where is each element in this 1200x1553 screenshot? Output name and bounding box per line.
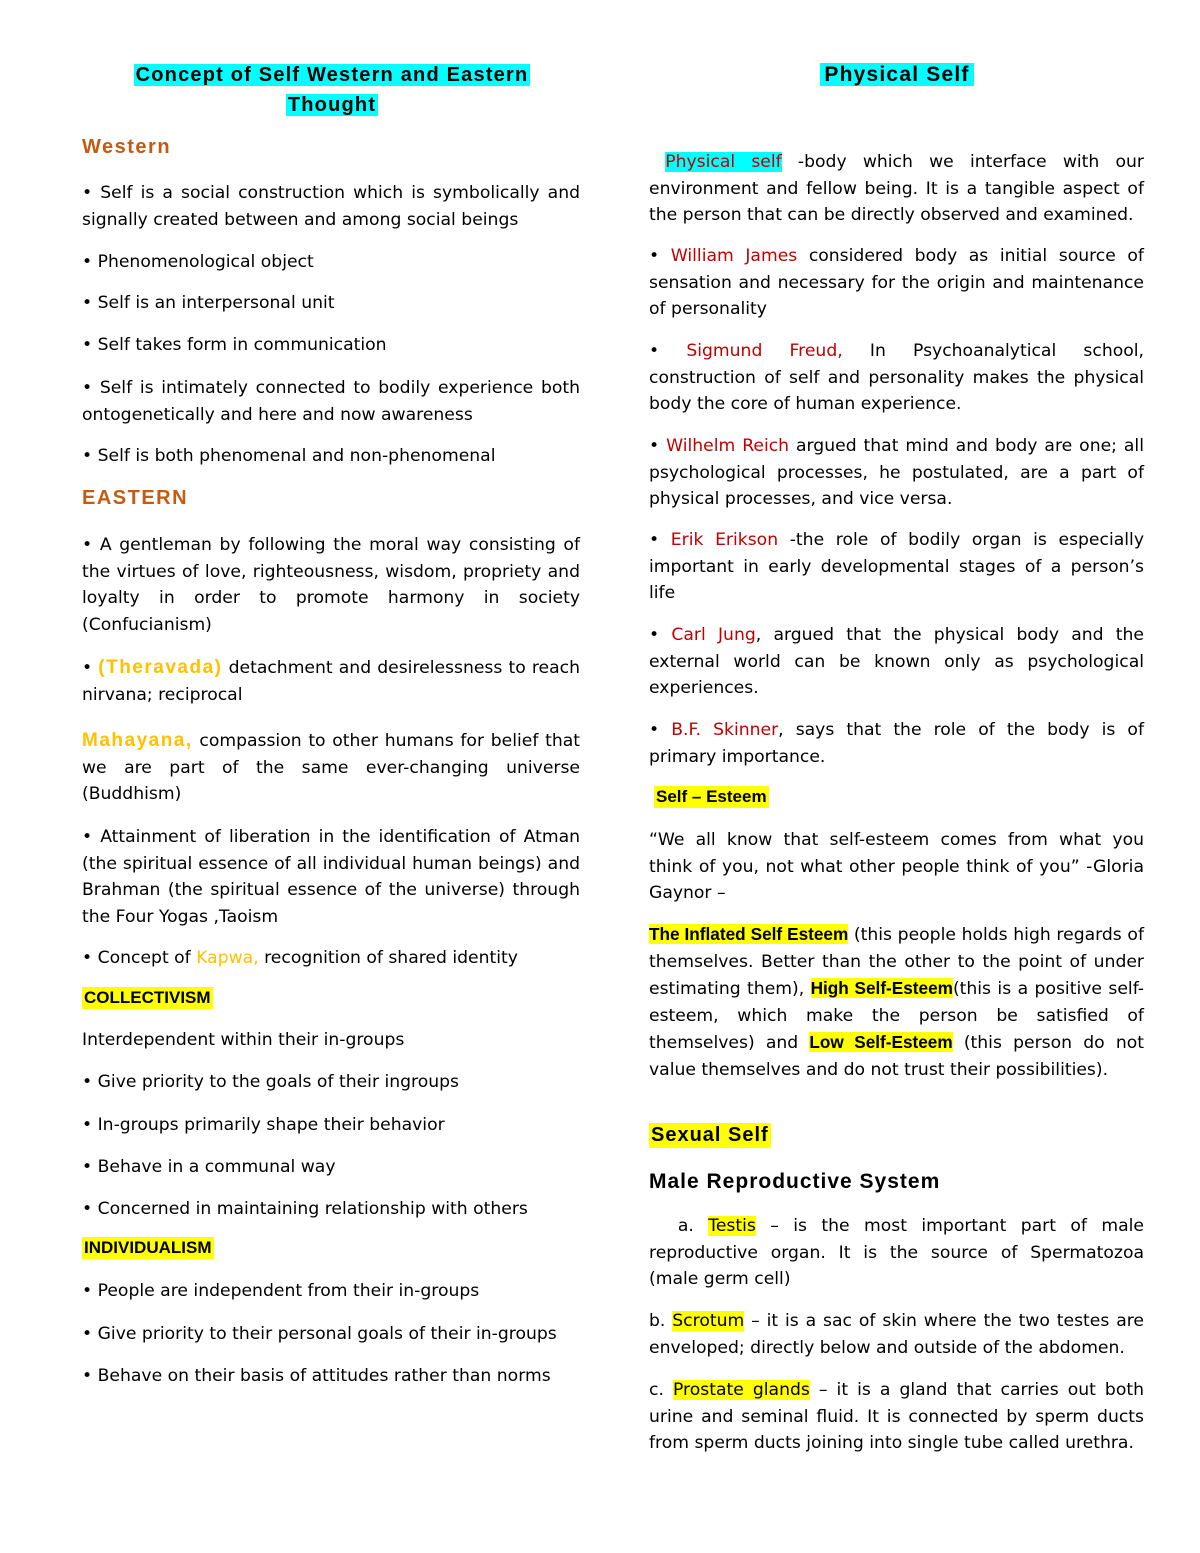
collectivism-item-2: • Give priority to the goals of their ingroups <box>82 1072 460 1092</box>
kapwa-term: Kapwa, <box>196 948 259 968</box>
person-name: B.F. Skinner <box>671 720 779 740</box>
organ-prefix: c. <box>649 1380 673 1400</box>
collectivism-item-4: • Behave in a communal way <box>82 1157 336 1177</box>
self-esteem-types <box>649 921 1144 1083</box>
individualism-heading: INDIVIDUALISM <box>84 1238 212 1257</box>
person-erik-erikson <box>649 527 1144 607</box>
low-term: Low Self-Esteem <box>809 1032 953 1052</box>
kapwa-text: recognition of shared identity <box>258 948 518 968</box>
physical-self-term: Physical self <box>665 152 782 172</box>
physical-self-text: -body which we interface with our environment and fellow being. It is a tangible aspect of the person that can be directly observed and examined. <box>649 152 1144 225</box>
collectivism-heading: COLLECTIVISM <box>84 988 211 1007</box>
organ-term: Prostate glands <box>672 1380 810 1400</box>
person-name: Erik Erikson <box>670 530 779 550</box>
western-item-1: • Self is a social construction which is symbolically and signally created between and among social beings <box>82 183 580 230</box>
high-term: High Self-Esteem <box>810 978 953 998</box>
physical-self-definition <box>649 149 1144 229</box>
left-title-line1: Concept of Self Western and Eastern <box>135 64 529 86</box>
organ-prefix: b. <box>649 1311 673 1331</box>
mahayana-text: compassion to other humans for belief that we are part of the same ever-changing universe (Buddhism) <box>82 731 580 804</box>
left-title-line2: Thought <box>287 94 377 116</box>
organ-prostate <box>649 1377 1144 1457</box>
low-text: (this person do not value themselves and do not trust their possibilities). <box>649 1033 1144 1080</box>
person-text: considered body as initial source of sensation and necessary for the origin and maintenance of personality <box>649 246 1144 319</box>
self-esteem-heading: Self – Esteem <box>656 787 767 806</box>
organ-text: – is the most important part of male reproductive organ. It is the source of Spermatozoa (male germ cell) <box>649 1216 1144 1289</box>
mahayana-term: Mahayana, <box>82 730 193 751</box>
bullet: • <box>649 720 672 740</box>
western-item-3: • Self is an interpersonal unit <box>82 293 335 313</box>
western-item-4: • Self takes form in communication <box>82 335 387 355</box>
kapwa-prefix: • Concept of <box>82 948 197 968</box>
bullet: • <box>649 341 687 361</box>
western-item-5: • Self is intimately connected to bodily experience both ontogenetically and here and now awareness <box>82 378 580 425</box>
eastern-item-theravada <box>82 655 580 708</box>
organ-prefix: a. <box>649 1216 709 1236</box>
high-text: (this is a positive self-esteem, which make the person be satisfied of themselves) and <box>649 979 1145 1053</box>
western-item-6: • Self is both phenomenal and non-phenomenal <box>82 446 496 466</box>
left-title <box>112 60 552 120</box>
person-name: Carl Jung <box>671 625 756 645</box>
collectivism-item-3: • In-groups primarily shape their behavior <box>82 1115 445 1135</box>
person-bf-skinner <box>649 717 1144 770</box>
individualism-item-3: • Behave on their basis of attitudes rather than norms <box>82 1366 551 1386</box>
self-esteem-quote: “We all know that self-esteem comes from what you think of you, not what other people think of you” -Gloria Gaynor – <box>649 830 1144 903</box>
eastern-item-confucianism: • A gentleman by following the moral way consisting of the virtues of love, righteousness, wisdom, propriety and loyalty in order to promote harmony in society (Confucianism) <box>82 535 580 635</box>
inflated-text: (this people holds high regards of themselves. Better than the other to the point of under estimating them), <box>649 925 1144 999</box>
bullet: • <box>649 436 667 456</box>
theravada-term: (Theravada) <box>98 657 223 678</box>
western-item-2: • Phenomenological object <box>82 252 314 272</box>
person-text: argued that mind and body are one; all psychological processes, he postulated, are a part of physical processes, and vice versa. <box>649 436 1144 509</box>
organ-term: Scrotum <box>672 1311 745 1331</box>
right-title-text: Physical Self <box>820 63 973 86</box>
person-name: Sigmund Freud, <box>686 341 843 361</box>
eastern-item-atman: • Attainment of liberation in the identification of Atman (the spiritual essence of all individual human beings) and Brahman (the spiritual essence of the universe) through the Four Yogas ,Taoism <box>82 827 580 927</box>
organ-scrotum <box>649 1308 1144 1361</box>
organ-text: – it is a gland that carries out both urine and seminal fluid. It is connected by sperm ducts from sperm ducts joining into single tube called urethra. <box>649 1380 1144 1453</box>
western-heading: Western <box>82 136 172 158</box>
organ-term: Testis <box>708 1216 756 1236</box>
eastern-item-mahayana <box>82 728 580 808</box>
inflated-term: The Inflated Self Esteem <box>649 924 849 944</box>
person-text: -the role of bodily organ is especially important in early developmental stages of a person’s life <box>649 530 1144 603</box>
person-wilhelm-reich <box>649 433 1144 513</box>
bullet: • <box>649 625 672 645</box>
individualism-item-1: • People are independent from their in-groups <box>82 1281 480 1301</box>
collectivism-item-5: • Concerned in maintaining relationship with others <box>82 1199 528 1219</box>
person-carl-jung <box>649 622 1144 702</box>
eastern-item-kapwa <box>82 945 580 972</box>
bullet: • <box>649 530 671 550</box>
person-text: , says that the role of the body is of primary importance. <box>649 720 1144 767</box>
individualism-item-2: • Give priority to their personal goals of their in-groups <box>82 1324 557 1344</box>
organ-testis <box>649 1213 1144 1293</box>
theravada-text: detachment and desirelessness to reach nirvana; reciprocal <box>82 658 580 705</box>
male-reproductive-heading: Male Reproductive System <box>649 1170 941 1193</box>
person-text: , argued that the physical body and the external world can be known only as psychological experiences. <box>649 625 1144 698</box>
person-name: Wilhelm Reich <box>666 436 790 456</box>
right-title <box>813 60 981 90</box>
collectivism-item-1: Interdependent within their in-groups <box>82 1030 405 1050</box>
person-text: In Psychoanalytical school, construction of self and personality makes the physical body the core of human experience. <box>649 341 1144 414</box>
person-name: William James <box>670 246 798 266</box>
bullet: • <box>649 246 671 266</box>
person-sigmund-freud <box>649 338 1144 418</box>
person-william-james <box>649 243 1144 323</box>
eastern-heading: EASTERN <box>82 487 189 509</box>
theravada-bullet: • <box>82 658 99 678</box>
organ-text: – it is a sac of skin where the two testes are enveloped; directly below and outside of the abdomen. <box>649 1311 1144 1358</box>
sexual-self-heading: Sexual Self <box>651 1124 769 1146</box>
